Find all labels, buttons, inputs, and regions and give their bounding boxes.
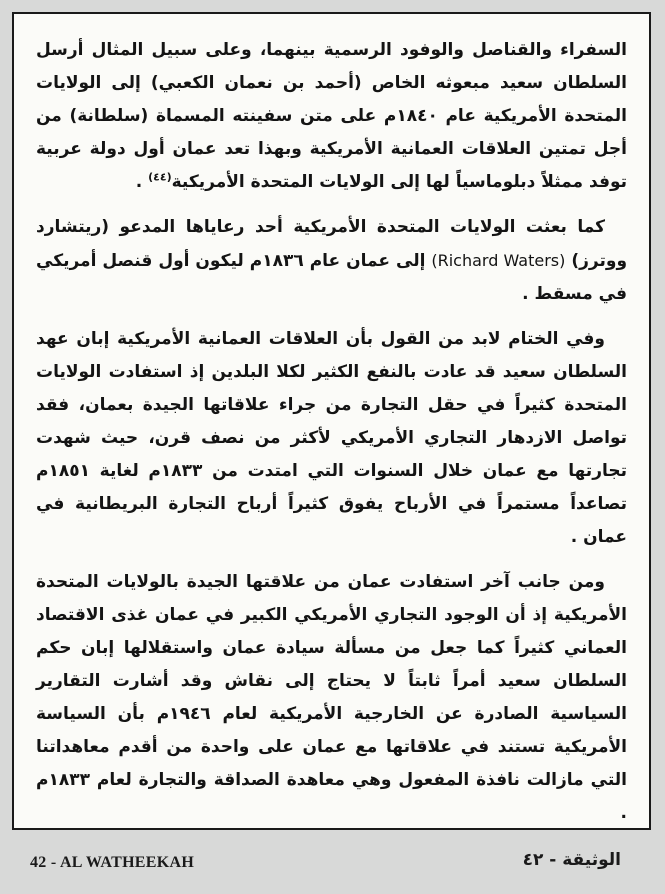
article-body <box>36 34 627 830</box>
paragraph-1 <box>36 34 627 199</box>
latin-name: (Richard Waters) <box>431 251 566 270</box>
page-frame <box>12 12 651 830</box>
page-footer <box>12 850 651 880</box>
paragraph-2 <box>36 211 627 311</box>
footnote-marker: (٤٤) <box>148 170 172 184</box>
footer-page-label-latin: 42 - AL WATHEEKAH <box>30 854 195 871</box>
footer-page-label-arabic: الوثيقة - ٤٢ <box>522 850 621 870</box>
paragraph-1-text: السفراء والقناصل والوفود الرسمية بينهما، وعلى سبيل المثال أرسل السلطان سعيد مبعوثه الخاص (أحمد بن نعمان الكعبي) إلى الولايات المتحدة الأمريكية عام ١٨٤٠م على متن سفينته المسماة (سلطانة) من أجل تمتين العلاقات العمانية الأمريكية وبهذا تعد عمان أول دولة عربية توفد ممثلاً دبلوماسياً لها إلى الولايات المتحدة الأمريكية <box>36 40 627 192</box>
paragraph-4: ومن جانب آخر استفادت عمان من علاقتها الجيدة بالولايات المتحدة الأمريكية إذ أن الوجود التجاري الأمريكي الكبير في عمان غذى الاقتصاد العماني كثيراً كما جعل من مسألة سيادة عمان واستقلالها إبان حكم السلطان سعيد أمراً ثابتاً لا يحتاج إلى نقاش وقد أشارت التقارير السياسية الصادرة عن الخارجية الأمريكية لعام ١٩٤٦م بأن السياسة الأمريكية تستند في علاقاتها مع عمان على واحدة من أقدم معاهداتنا التي مازالت نافذة المفعول وهي معاهدة الصداقة والتجارة لعام ١٨٣٣م . <box>36 572 627 823</box>
paragraph-2-text-after: إلى عمان عام ١٨٣٦م ليكون أول قنصل أمريكي في مسقط . <box>36 251 627 304</box>
paragraph-3: وفي الختام لابد من القول بأن العلاقات العمانية الأمريكية إبان عهد السلطان سعيد قد عادت بالنفع الكثير لكلا البلدين إذ استفادت الولايات المتحدة كثيراً في حقل التجارة من جراء علاقاتها الجيدة بعمان، فقد تواصل الازدهار التجاري الأمريكي لأكثر من نصف قرن، حيث شهدت تجارتها مع عمان خلال السنوات التي امتدت من ١٨٣٣م لغاية ١٨٥١م تصاعداً مستمراً في الأرباح يفوق كثيراً أرباح التجارة البريطانية في عمان . <box>36 329 627 547</box>
paragraph-2-text-before: كما بعثت الولايات المتحدة الأمريكية أحد رعاياها المدعو (ريتشارد ووترز) <box>36 217 628 271</box>
paragraph-1-tail: . <box>135 172 149 192</box>
